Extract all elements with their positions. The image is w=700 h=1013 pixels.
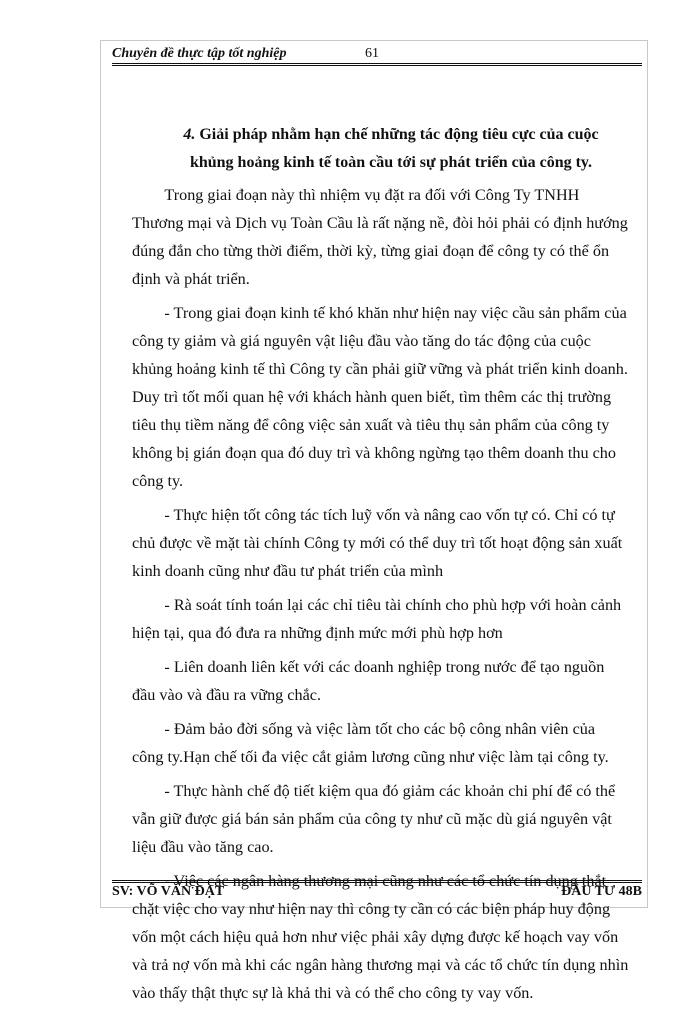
footer-student: SV: VÕ VĂN ĐẠT [112,884,225,899]
header-rule [112,63,642,66]
section-heading-line2: khủng hoảng kinh tế toàn cầu tới sự phát triển của công ty. [189,154,593,171]
page-number: 61 [365,46,379,61]
section-heading [132,121,630,177]
paragraph-bullet-business: - Trong giai đoạn kinh tế khó khăn như hiện nay việc cầu sản phẩm của công ty giảm và giá nguyên vật liệu đầu vào tăng do tác động của cuộc khủng hoảng kinh tế thì Công ty cần phải giữ vững và phát triển kinh doanh. Duy trì tốt mối quan hệ với khách hành quen biết, tìm thêm các thị trường tiêu thụ tiềm năng để công việc sản xuất và tiêu thụ sản phẩm của công ty không bị gián đoạn qua đó duy trì và không ngừng tạo thêm doanh thu cho công ty. [132,304,628,490]
paragraph-bullet-loans: - Việc các ngân hàng thương mại cũng như các tổ chức tín dụng thắt chặt việc cho vay như hiện nay thì công ty cần có các biện pháp huy động vốn một cách hiệu quả hơn như việc phải xây dựng được kế hoạch vay vốn và trả nợ vốn mà khi các ngân hàng thương mại và các tổ chức tín dụng nhìn vào thấy thật thực sự là khả thi và có thể cho công ty vay vốn. [132,872,629,1002]
footer-class: ĐẦU TƯ 48B [561,884,642,899]
section-heading-line1: Giải pháp nhằm hạn chế những tác động tiêu cực của cuộc [199,126,599,143]
paragraph-bullet-review: - Rà soát tính toán lại các chỉ tiêu tài chính cho phù hợp với hoàn cảnh hiện tại, qua đó đưa ra những định mức mới phù hợp hơn [132,596,622,642]
paragraph-intro: Trong giai đoạn này thì nhiệm vụ đặt ra đối với Công Ty TNHH Thương mại và Dịch vụ Toàn Cầu là rất nặng nề, đòi hỏi phải có định hướng đúng đắn cho từng thời điểm, thời kỳ, từng giai đoạn để công ty có thể ổn định và phát triển. [132,186,628,288]
paragraph-bullet-savings: - Thực hành chế độ tiết kiệm qua đó giảm các khoản chi phí để có thể vẫn giữ được giá bán sản phẩm của công ty như cũ mặc dù giá nguyên vật liệu đầu vào tăng cao. [132,782,616,856]
header-title: Chuyên đề thực tập tốt nghiệp [112,46,287,61]
footer-rule [112,880,642,883]
paragraph-bullet-capital: - Thực hiện tốt công tác tích luỹ vốn và nâng cao vốn tự có. Chỉ có tự chủ được về mặt tài chính Công ty mới có thể duy trì tốt hoạt động sản xuất kinh doanh cũng như đầu tư phát triển của mình [132,506,623,580]
paragraph-bullet-joint-venture: - Liên doanh liên kết với các doanh nghiệp trong nước để tạo nguồn đầu vào và đầu ra vững chắc. [132,658,605,704]
section-number: 4. [183,126,196,143]
paragraph-bullet-staff: - Đảm bảo đời sống và việc làm tốt cho các bộ công nhân viên của công ty.Hạn chế tối đa việc cắt giảm lương cũng như việc làm tại công ty. [132,720,609,766]
